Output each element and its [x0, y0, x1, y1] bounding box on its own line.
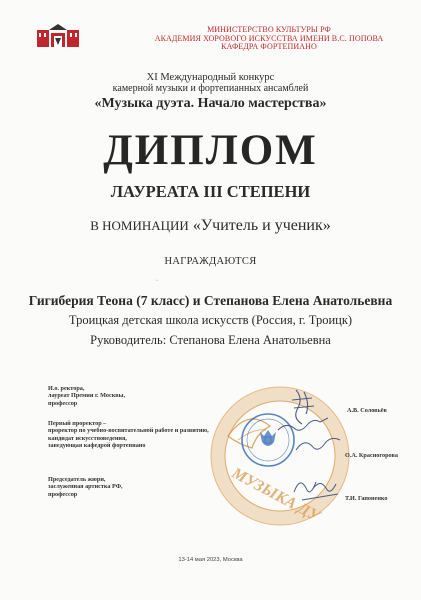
academy-line: АКАДЕМИЯ ХОРОВОГО ИСКУССТВА ИМЕНИ В.С. ПОПОВА — [154, 33, 384, 43]
signatory-2-title — [48, 420, 209, 449]
department-line: КАФЕДРА ФОРТЕПИАНО — [221, 42, 317, 52]
title-line: Первый проректор – — [48, 420, 107, 427]
nomination-value: «Учитель и ученик» — [192, 217, 331, 234]
contest-block — [0, 72, 421, 112]
diploma-degree: ЛАУРЕАТА III СТЕПЕНИ — [110, 182, 311, 201]
dot-mark: · — [156, 278, 158, 284]
event-date: 13-14 мая 2023, Москва — [178, 557, 243, 563]
seal-stamp — [208, 378, 358, 528]
nomination-label: В НОМИНАЦИИ — [90, 218, 189, 233]
leader-name: Руководитель: Степанова Елена Анатольевна — [90, 333, 331, 347]
title-line: Председатель жюри, — [48, 476, 106, 483]
nomination — [0, 217, 421, 235]
ministry-header — [120, 26, 418, 52]
ministry-line: МИНИСТЕРСТВО КУЛЬТУРЫ РФ — [207, 25, 331, 34]
awarded-label: НАГРАЖДАЮТСЯ — [164, 256, 257, 267]
title-line: профессор — [48, 399, 78, 407]
title-line: кандидат искусствоведения, — [48, 434, 127, 442]
laureate-names: Гигиберия Теона (7 класс) и Степанова Елена Анатольевна — [28, 293, 393, 308]
signatory-2-name: О.А. Красногорова — [345, 452, 398, 459]
title-line: заслуженная артистка РФ, — [48, 483, 123, 491]
signatory-3-name: Т.И. Гапоненко — [345, 495, 388, 502]
title-line: заведующая кафедрой фортепиано — [48, 441, 146, 449]
school-name: Троицкая детская школа искусств (Россия, г. Троицк) — [68, 313, 353, 327]
contest-line-2: камерной музыки и фортепианных ансамблей — [112, 83, 309, 94]
contest-line-1: XI Международный конкурс — [146, 72, 275, 83]
title-line: профессор — [48, 490, 78, 498]
signatory-1-name: А.В. Соловьёв — [347, 407, 387, 414]
signatory-1-title — [48, 385, 125, 407]
title-line: лауреат Премии г. Москвы, — [48, 392, 126, 400]
seal-ring-text: МУЗЫКА ДУ — [229, 464, 323, 526]
academy-logo — [36, 22, 80, 48]
title-line: И.о. ректора, — [48, 385, 85, 392]
contest-title: «Музыка дуэта. Начало мастерства» — [94, 96, 327, 111]
title-line: проректор по учебно-воспитательной работе и развитию, — [48, 427, 209, 435]
diploma-title: ДИПЛОМ — [103, 127, 318, 174]
signatory-3-title — [48, 476, 123, 498]
